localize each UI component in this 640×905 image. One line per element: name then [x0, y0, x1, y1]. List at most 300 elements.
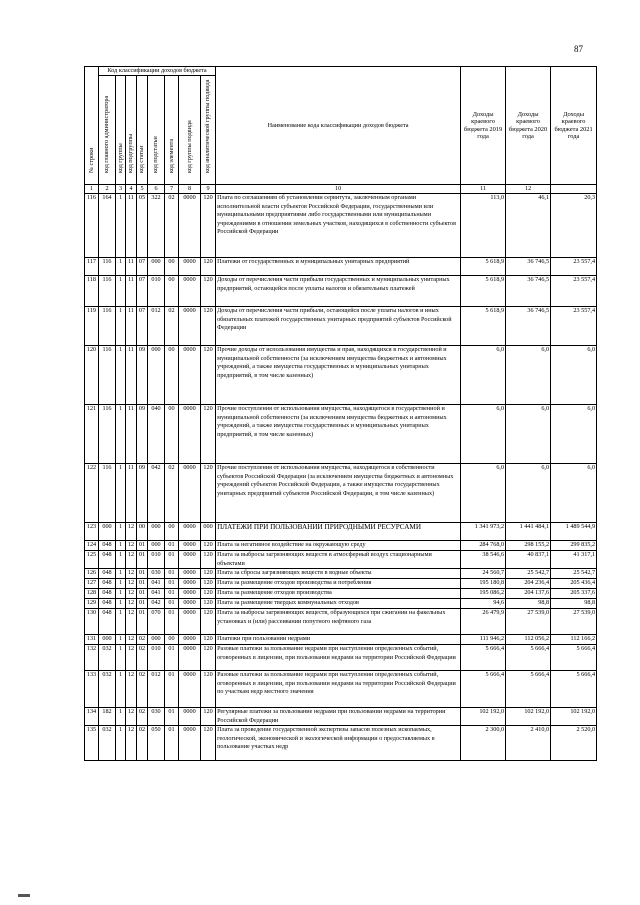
table-body [85, 194, 597, 761]
table-row [85, 194, 597, 258]
subtype-group-code: 0000 [179, 645, 201, 671]
row-number: 134 [85, 708, 99, 726]
admin-code: 116 [99, 276, 116, 307]
subtype-group-code: 0000 [179, 464, 201, 523]
article-code: 02 [137, 708, 148, 726]
amount-2019: 5 666,4 [461, 645, 506, 671]
element-code: 00 [165, 276, 179, 307]
table-row [85, 523, 597, 541]
analytic-group-code: 120 [201, 541, 216, 551]
amount-2020: 6,0 [506, 464, 551, 523]
subtype-group-code: 0000 [179, 258, 201, 276]
amount-2021: 5 666,4 [551, 645, 597, 671]
col-number: 10 [216, 185, 461, 194]
element-code: 01 [165, 569, 179, 579]
subtype-group-code: 0000 [179, 194, 201, 258]
subgroup-code: 11 [126, 258, 137, 276]
amount-2019: 24 560,7 [461, 569, 506, 579]
amount-2021: 102 192,0 [551, 708, 597, 726]
revenue-name: Доходы от перечисления части прибыли государственных и муниципальных унитарных предприятий, остающейся после уплаты налогов и обязательных платежей [216, 276, 461, 307]
row-number: 122 [85, 464, 99, 523]
admin-code: 116 [99, 405, 116, 464]
group-code: 1 [116, 464, 126, 523]
subtype-group-code: 0000 [179, 579, 201, 589]
analytic-group-code: 120 [201, 599, 216, 609]
column-number-row [85, 185, 597, 194]
header-code-subgroup: код подгруппы [126, 76, 137, 185]
admin-code: 116 [99, 464, 116, 523]
amount-2021: 20,3 [551, 194, 597, 258]
group-code: 1 [116, 645, 126, 671]
header-code-group-col: код группы [116, 76, 126, 185]
subtype-group-code: 0000 [179, 708, 201, 726]
analytic-group-code: 120 [201, 609, 216, 635]
amount-2020: 5 666,4 [506, 645, 551, 671]
subarticle-code: 010 [148, 276, 165, 307]
row-number: 117 [85, 258, 99, 276]
row-number: 119 [85, 307, 99, 346]
admin-code: 048 [99, 541, 116, 551]
article-code: 07 [137, 258, 148, 276]
header-year-2019: Доходы краевого бюджета 2019 года [461, 67, 506, 185]
element-code: 00 [165, 635, 179, 645]
subgroup-code: 12 [126, 599, 137, 609]
subarticle-code: 012 [148, 671, 165, 708]
element-code: 01 [165, 541, 179, 551]
group-code: 1 [116, 346, 126, 405]
subgroup-code: 12 [126, 708, 137, 726]
subtype-group-code: 0000 [179, 599, 201, 609]
row-number: 129 [85, 599, 99, 609]
analytic-group-code: 120 [201, 405, 216, 464]
article-code: 01 [137, 599, 148, 609]
revenue-name: ПЛАТЕЖИ ПРИ ПОЛЬЗОВАНИИ ПРИРОДНЫМИ РЕСУРСАМИ [216, 523, 461, 541]
article-code: 02 [137, 635, 148, 645]
group-code: 1 [116, 726, 126, 761]
revenue-name: Плата за выбросы загрязняющих веществ в атмосферный воздух стационарными объектами [216, 551, 461, 569]
subgroup-code: 12 [126, 541, 137, 551]
amount-2020: 98,8 [506, 599, 551, 609]
table-row [85, 307, 597, 346]
row-number: 121 [85, 405, 99, 464]
amount-2021: 112 166,2 [551, 635, 597, 645]
group-code: 1 [116, 609, 126, 635]
subgroup-code: 12 [126, 569, 137, 579]
admin-code: 032 [99, 671, 116, 708]
amount-2021: 98,8 [551, 599, 597, 609]
amount-2021: 23 557,4 [551, 307, 597, 346]
subarticle-code: 322 [148, 194, 165, 258]
group-code: 1 [116, 307, 126, 346]
revenue-name: Плата за негативное воздействие на окружающую среду [216, 541, 461, 551]
subarticle-code: 042 [148, 464, 165, 523]
group-code: 1 [116, 258, 126, 276]
amount-2021: 23 557,4 [551, 258, 597, 276]
admin-code: 116 [99, 258, 116, 276]
amount-2019: 94,6 [461, 599, 506, 609]
analytic-group-code: 120 [201, 645, 216, 671]
subgroup-code: 11 [126, 346, 137, 405]
amount-2019: 6,0 [461, 405, 506, 464]
analytic-group-code: 120 [201, 671, 216, 708]
subgroup-code: 12 [126, 726, 137, 761]
admin-code: 116 [99, 346, 116, 405]
amount-2019: 195 086,2 [461, 589, 506, 599]
subgroup-code: 12 [126, 635, 137, 645]
row-number: 130 [85, 609, 99, 635]
amount-2019: 5 666,4 [461, 671, 506, 708]
subgroup-code: 12 [126, 671, 137, 708]
subarticle-code: 041 [148, 579, 165, 589]
subarticle-code: 030 [148, 708, 165, 726]
analytic-group-code: 120 [201, 258, 216, 276]
subgroup-code: 11 [126, 307, 137, 346]
subgroup-code: 12 [126, 579, 137, 589]
table-row [85, 635, 597, 645]
subarticle-code: 042 [148, 599, 165, 609]
revenue-name: Плата по соглашениям об установлении сервитута, заключенным органами исполнительной власти субъектов Российской Федерации, государственными или муниципальными предприятиями либо государственными или муниципальными учреждениями в отношении земельных участков, находящихся в собственности субъектов Российской Федерации [216, 194, 461, 258]
subtype-group-code: 0000 [179, 589, 201, 599]
admin-code: 048 [99, 589, 116, 599]
amount-2019: 6,0 [461, 464, 506, 523]
amount-2021: 205 337,6 [551, 589, 597, 599]
amount-2020: 298 155,2 [506, 541, 551, 551]
row-number: 131 [85, 635, 99, 645]
amount-2020: 27 539,0 [506, 609, 551, 635]
subtype-group-code: 0000 [179, 405, 201, 464]
group-code: 1 [116, 635, 126, 645]
table-row [85, 346, 597, 405]
article-code: 09 [137, 405, 148, 464]
admin-code: 048 [99, 579, 116, 589]
header-year-2021: Доходы краевого бюджета 2021 года [551, 67, 597, 185]
amount-2020: 36 746,5 [506, 258, 551, 276]
revenue-name: Плата за размещение отходов производства [216, 589, 461, 599]
header-code-subtype-group: код группы подвида [179, 76, 201, 185]
page-number: 87 [574, 44, 583, 54]
col-number: 9 [201, 185, 216, 194]
subgroup-code: 12 [126, 645, 137, 671]
subgroup-code: 11 [126, 194, 137, 258]
article-code: 09 [137, 464, 148, 523]
element-code: 01 [165, 589, 179, 599]
subarticle-code: 000 [148, 541, 165, 551]
amount-2019: 284 768,0 [461, 541, 506, 551]
col-number: 5 [137, 185, 148, 194]
element-code: 01 [165, 726, 179, 761]
col-number [551, 185, 597, 194]
admin-code: 116 [99, 307, 116, 346]
amount-2019: 113,0 [461, 194, 506, 258]
header-code-element: код элемента [165, 76, 179, 185]
table-row [85, 569, 597, 579]
group-code: 1 [116, 579, 126, 589]
amount-2019: 195 180,8 [461, 579, 506, 589]
table-row [85, 551, 597, 569]
group-code: 1 [116, 551, 126, 569]
header-code-group: Код классификации доходов бюджета [99, 67, 216, 76]
table-row [85, 708, 597, 726]
analytic-group-code: 120 [201, 194, 216, 258]
row-number: 133 [85, 671, 99, 708]
subgroup-code: 12 [126, 589, 137, 599]
header-year-2020: Доходы краевого бюджета 2020 года [506, 67, 551, 185]
row-number: 135 [85, 726, 99, 761]
col-number: 2 [99, 185, 116, 194]
subarticle-code: 070 [148, 609, 165, 635]
amount-2020: 46,1 [506, 194, 551, 258]
col-number: 7 [165, 185, 179, 194]
row-number: 127 [85, 579, 99, 589]
col-number: 3 [116, 185, 126, 194]
admin-code: 000 [99, 523, 116, 541]
subtype-group-code: 0000 [179, 523, 201, 541]
element-code: 01 [165, 599, 179, 609]
group-code: 1 [116, 541, 126, 551]
revenue-name: Плата за размещение отходов производства и потребления [216, 579, 461, 589]
amount-2019: 5 618,9 [461, 276, 506, 307]
header-code-admin: код главного администратора [99, 76, 116, 185]
amount-2019: 26 479,9 [461, 609, 506, 635]
amount-2019: 1 341 973,2 [461, 523, 506, 541]
subtype-group-code: 0000 [179, 609, 201, 635]
col-number: 4 [126, 185, 137, 194]
subarticle-code: 000 [148, 635, 165, 645]
article-code: 01 [137, 609, 148, 635]
header-code-article: код статьи [137, 76, 148, 185]
analytic-group-code: 120 [201, 708, 216, 726]
revenue-name: Платежи при пользовании недрами [216, 635, 461, 645]
analytic-group-code: 120 [201, 726, 216, 761]
amount-2019: 111 946,2 [461, 635, 506, 645]
revenue-name: Платежи от государственных и муниципальных унитарных предприятий [216, 258, 461, 276]
article-code: 02 [137, 671, 148, 708]
subarticle-code: 000 [148, 523, 165, 541]
article-code: 01 [137, 589, 148, 599]
subarticle-code: 040 [148, 405, 165, 464]
analytic-group-code: 000 [201, 523, 216, 541]
table-row [85, 405, 597, 464]
element-code: 02 [165, 307, 179, 346]
amount-2020: 204 236,4 [506, 579, 551, 589]
subarticle-code: 041 [148, 589, 165, 599]
amount-2021: 2 520,0 [551, 726, 597, 761]
row-number: 128 [85, 589, 99, 599]
header-code-subarticle: код подстатьи [148, 76, 165, 185]
revenue-name: Прочие поступления от использования имущества, находящегося в государственной и муниципальной собственности (за исключением имущества бюджетных и автономных учреждений, а также имущества государственных и муниципальных унитарных предприятий, в том числе казенных) [216, 405, 461, 464]
analytic-group-code: 120 [201, 589, 216, 599]
admin-code: 048 [99, 599, 116, 609]
col-number: 11 [461, 185, 506, 194]
revenue-name: Прочие поступления от использования имущества, находящегося в собственности субъектов Российской Федерации (за исключением имущества бюджетных и автономных учреждений субъектов Российской Федерации, а также имущества государственных унитарных предприятий субъектов Российской Федерации, в том числе казенных) [216, 464, 461, 523]
element-code: 00 [165, 346, 179, 405]
amount-2020: 40 837,1 [506, 551, 551, 569]
scan-mark [18, 894, 30, 897]
article-code: 07 [137, 307, 148, 346]
admin-code: 048 [99, 551, 116, 569]
amount-2021: 25 542,7 [551, 569, 597, 579]
subtype-group-code: 0000 [179, 726, 201, 761]
amount-2021: 6,0 [551, 405, 597, 464]
amount-2021: 6,0 [551, 346, 597, 405]
amount-2021: 5 666,4 [551, 671, 597, 708]
subgroup-code: 11 [126, 276, 137, 307]
admin-code: 032 [99, 726, 116, 761]
article-code: 02 [137, 645, 148, 671]
amount-2021: 27 539,0 [551, 609, 597, 635]
article-code: 01 [137, 551, 148, 569]
element-code: 01 [165, 551, 179, 569]
revenue-name: Плата за размещение твердых коммунальных отходов [216, 599, 461, 609]
subtype-group-code: 0000 [179, 307, 201, 346]
subarticle-code: 030 [148, 569, 165, 579]
article-code: 01 [137, 569, 148, 579]
row-number: 120 [85, 346, 99, 405]
amount-2020: 25 542,7 [506, 569, 551, 579]
header-name: Наименование кода классификации доходов бюджета [216, 67, 461, 185]
analytic-group-code: 120 [201, 635, 216, 645]
revenue-name: Разовые платежи за пользование недрами при наступлении определенных событий, оговоренных в лицензии, при пользовании недрами на территории Российской Федерации по участкам недр местного значения [216, 671, 461, 708]
amount-2020: 6,0 [506, 405, 551, 464]
amount-2020: 5 666,4 [506, 671, 551, 708]
group-code: 1 [116, 405, 126, 464]
table-row [85, 599, 597, 609]
subtype-group-code: 0000 [179, 635, 201, 645]
amount-2020: 102 192,0 [506, 708, 551, 726]
group-code: 1 [116, 276, 126, 307]
row-number: 123 [85, 523, 99, 541]
amount-2019: 2 300,0 [461, 726, 506, 761]
revenue-name: Плата за проведение государственной экспертизы запасов полезных ископаемых, геологической, экономической и экологической информации о предоставляемых в пользование участках недр [216, 726, 461, 761]
admin-code: 048 [99, 609, 116, 635]
amount-2021: 205 436,4 [551, 579, 597, 589]
analytic-group-code: 120 [201, 579, 216, 589]
amount-2019: 6,0 [461, 346, 506, 405]
article-code: 05 [137, 194, 148, 258]
col-number: 6 [148, 185, 165, 194]
article-code: 07 [137, 276, 148, 307]
row-number: 126 [85, 569, 99, 579]
subgroup-code: 11 [126, 405, 137, 464]
table-row [85, 726, 597, 761]
subgroup-code: 12 [126, 609, 137, 635]
subgroup-code: 11 [126, 464, 137, 523]
amount-2019: 5 618,9 [461, 258, 506, 276]
group-code: 1 [116, 523, 126, 541]
table-row [85, 464, 597, 523]
analytic-group-code: 120 [201, 464, 216, 523]
amount-2021: 6,0 [551, 464, 597, 523]
subarticle-code: 010 [148, 551, 165, 569]
revenue-name: Доходы от перечисления части прибыли, остающейся после уплаты налогов и иных обязательных платежей государственных унитарных предприятий субъектов Российской Федерации [216, 307, 461, 346]
admin-code: 000 [99, 635, 116, 645]
analytic-group-code: 120 [201, 569, 216, 579]
table-row [85, 258, 597, 276]
element-code: 00 [165, 523, 179, 541]
row-number: 132 [85, 645, 99, 671]
row-number: 125 [85, 551, 99, 569]
article-code: 01 [137, 541, 148, 551]
table-row [85, 645, 597, 671]
subarticle-code: 010 [148, 645, 165, 671]
amount-2019: 38 546,6 [461, 551, 506, 569]
revenue-name: Плата за сбросы загрязняющих веществ в водные объекты [216, 569, 461, 579]
revenue-name: Регулярные платежи за пользование недрами при пользовании недрами на территории Российской Федерации [216, 708, 461, 726]
amount-2020: 1 441 484,1 [506, 523, 551, 541]
row-number: 116 [85, 194, 99, 258]
col-number: 1 [85, 185, 99, 194]
subarticle-code: 000 [148, 346, 165, 405]
header-row-no: № строки [85, 67, 99, 185]
amount-2020: 36 746,5 [506, 276, 551, 307]
amount-2019: 102 192,0 [461, 708, 506, 726]
element-code: 01 [165, 579, 179, 589]
analytic-group-code: 120 [201, 551, 216, 569]
amount-2021: 1 489 544,9 [551, 523, 597, 541]
amount-2021: 23 557,4 [551, 276, 597, 307]
group-code: 1 [116, 569, 126, 579]
element-code: 01 [165, 671, 179, 708]
element-code: 00 [165, 405, 179, 464]
revenue-name: Прочие доходы от использования имущества и прав, находящихся в государственной и муниципальной собственности (за исключением имущества бюджетных и автономных учреждений, а также имущества государственных и муниципальных унитарных предприятий, в том числе казенных) [216, 346, 461, 405]
subtype-group-code: 0000 [179, 569, 201, 579]
subarticle-code: 012 [148, 307, 165, 346]
element-code: 01 [165, 609, 179, 635]
subgroup-code: 12 [126, 523, 137, 541]
row-number: 124 [85, 541, 99, 551]
group-code: 1 [116, 671, 126, 708]
revenue-name: Разовые платежи за пользование недрами при наступлении определенных событий, оговоренных в лицензии, при пользовании недрами на территории Российской Федерации [216, 645, 461, 671]
header-code-analytic-group: код аналитической группы подвида [201, 76, 216, 185]
amount-2019: 5 618,9 [461, 307, 506, 346]
subarticle-code: 000 [148, 258, 165, 276]
table-row [85, 579, 597, 589]
row-number: 118 [85, 276, 99, 307]
amount-2021: 299 835,2 [551, 541, 597, 551]
admin-code: 164 [99, 194, 116, 258]
admin-code: 182 [99, 708, 116, 726]
subtype-group-code: 0000 [179, 671, 201, 708]
article-code: 09 [137, 346, 148, 405]
table-row [85, 276, 597, 307]
analytic-group-code: 120 [201, 307, 216, 346]
admin-code: 048 [99, 569, 116, 579]
article-code: 00 [137, 523, 148, 541]
col-number: 8 [179, 185, 201, 194]
amount-2021: 41 317,1 [551, 551, 597, 569]
revenue-table [84, 66, 597, 761]
group-code: 1 [116, 589, 126, 599]
group-code: 1 [116, 708, 126, 726]
table-row [85, 541, 597, 551]
subtype-group-code: 0000 [179, 346, 201, 405]
amount-2020: 204 137,6 [506, 589, 551, 599]
amount-2020: 2 410,0 [506, 726, 551, 761]
revenue-name: Плата за выбросы загрязняющих веществ, образующихся при сжигании на факельных установках и (или) рассеивании попутного нефтяного газа [216, 609, 461, 635]
element-code: 02 [165, 464, 179, 523]
subtype-group-code: 0000 [179, 551, 201, 569]
element-code: 00 [165, 258, 179, 276]
article-code: 01 [137, 579, 148, 589]
subarticle-code: 050 [148, 726, 165, 761]
amount-2020: 112 056,2 [506, 635, 551, 645]
element-code: 01 [165, 708, 179, 726]
subgroup-code: 12 [126, 551, 137, 569]
analytic-group-code: 120 [201, 346, 216, 405]
subtype-group-code: 0000 [179, 276, 201, 307]
amount-2020: 6,0 [506, 346, 551, 405]
col-number: 12 [506, 185, 551, 194]
